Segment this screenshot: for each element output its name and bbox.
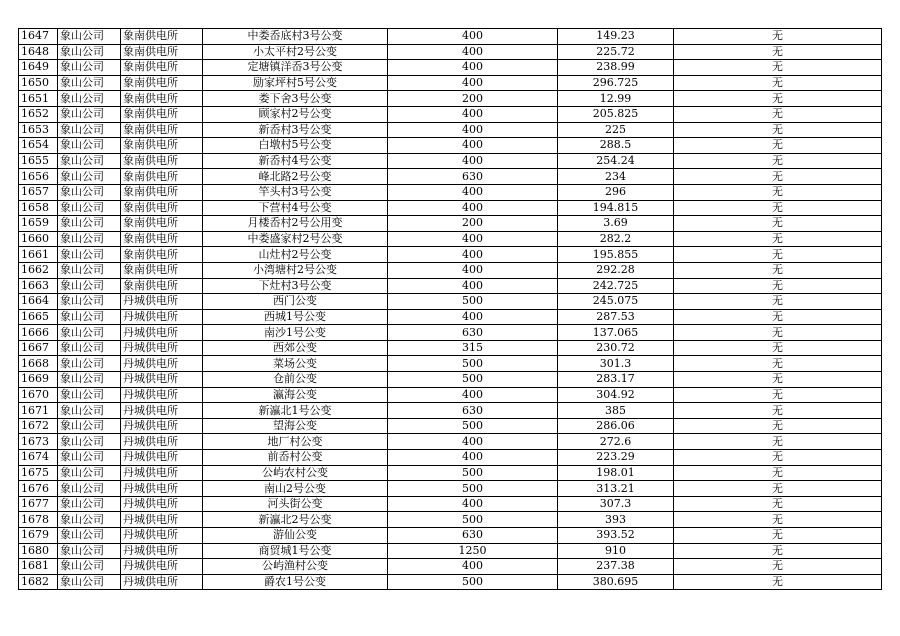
transformer-name-cell: 中娄岙底村3号公变 xyxy=(203,29,388,45)
table-row xyxy=(19,184,882,200)
transformer-name-cell: 新瀛北2号公变 xyxy=(203,512,388,528)
load-cell: 205.825 xyxy=(558,106,674,122)
table-row xyxy=(19,200,882,216)
table-row xyxy=(19,574,882,590)
table-row xyxy=(19,122,882,138)
row-number: 1665 xyxy=(19,309,58,325)
station-cell: 丹城供电所 xyxy=(121,481,203,497)
station-cell: 象南供电所 xyxy=(121,247,203,263)
row-number: 1671 xyxy=(19,403,58,419)
load-cell: 296 xyxy=(558,184,674,200)
load-cell: 301.3 xyxy=(558,356,674,372)
remark-cell: 无 xyxy=(674,543,882,559)
row-number: 1680 xyxy=(19,543,58,559)
station-cell: 丹城供电所 xyxy=(121,372,203,388)
load-cell: 380.695 xyxy=(558,574,674,590)
table-row xyxy=(19,403,882,419)
load-cell: 910 xyxy=(558,543,674,559)
station-cell: 丹城供电所 xyxy=(121,325,203,341)
company-cell: 象山公司 xyxy=(58,574,121,590)
station-cell: 丹城供电所 xyxy=(121,528,203,544)
row-number: 1672 xyxy=(19,418,58,434)
station-cell: 象南供电所 xyxy=(121,216,203,232)
table-row xyxy=(19,543,882,559)
transformer-name-cell: 小湾塘村2号公变 xyxy=(203,262,388,278)
transformer-name-cell: 白墩村5号公变 xyxy=(203,138,388,154)
load-cell: 288.5 xyxy=(558,138,674,154)
company-cell: 象山公司 xyxy=(58,29,121,45)
company-cell: 象山公司 xyxy=(58,496,121,512)
row-number: 1649 xyxy=(19,60,58,76)
station-cell: 象南供电所 xyxy=(121,29,203,45)
row-number: 1682 xyxy=(19,574,58,590)
station-cell: 丹城供电所 xyxy=(121,434,203,450)
remark-cell: 无 xyxy=(674,29,882,45)
table-row xyxy=(19,29,882,45)
load-cell: 223.29 xyxy=(558,450,674,466)
table-row xyxy=(19,325,882,341)
row-number: 1648 xyxy=(19,44,58,60)
table-row xyxy=(19,450,882,466)
company-cell: 象山公司 xyxy=(58,216,121,232)
row-number: 1654 xyxy=(19,138,58,154)
capacity-cell: 500 xyxy=(388,294,558,310)
capacity-cell: 400 xyxy=(388,153,558,169)
transformer-name-cell: 瀛海公变 xyxy=(203,387,388,403)
company-cell: 象山公司 xyxy=(58,387,121,403)
row-number: 1679 xyxy=(19,528,58,544)
company-cell: 象山公司 xyxy=(58,450,121,466)
remark-cell: 无 xyxy=(674,200,882,216)
station-cell: 丹城供电所 xyxy=(121,356,203,372)
transformer-name-cell: 下灶村3号公变 xyxy=(203,278,388,294)
remark-cell: 无 xyxy=(674,574,882,590)
remark-cell: 无 xyxy=(674,169,882,185)
company-cell: 象山公司 xyxy=(58,138,121,154)
capacity-cell: 400 xyxy=(388,262,558,278)
row-number: 1661 xyxy=(19,247,58,263)
load-cell: 225.72 xyxy=(558,44,674,60)
capacity-cell: 400 xyxy=(388,387,558,403)
company-cell: 象山公司 xyxy=(58,372,121,388)
remark-cell: 无 xyxy=(674,325,882,341)
table-body xyxy=(19,29,882,590)
transformer-name-cell: 河头街公变 xyxy=(203,496,388,512)
remark-cell: 无 xyxy=(674,559,882,575)
station-cell: 象南供电所 xyxy=(121,106,203,122)
capacity-cell: 400 xyxy=(388,106,558,122)
remark-cell: 无 xyxy=(674,356,882,372)
company-cell: 象山公司 xyxy=(58,262,121,278)
row-number: 1676 xyxy=(19,481,58,497)
station-cell: 丹城供电所 xyxy=(121,418,203,434)
table-row xyxy=(19,60,882,76)
table-row xyxy=(19,44,882,60)
capacity-cell: 400 xyxy=(388,309,558,325)
capacity-cell: 400 xyxy=(388,138,558,154)
transformer-name-cell: 顾家村2号公变 xyxy=(203,106,388,122)
row-number: 1673 xyxy=(19,434,58,450)
station-cell: 象南供电所 xyxy=(121,278,203,294)
remark-cell: 无 xyxy=(674,465,882,481)
capacity-cell: 400 xyxy=(388,278,558,294)
table-row xyxy=(19,434,882,450)
table-row xyxy=(19,528,882,544)
station-cell: 象南供电所 xyxy=(121,122,203,138)
remark-cell: 无 xyxy=(674,75,882,91)
row-number: 1677 xyxy=(19,496,58,512)
remark-cell: 无 xyxy=(674,184,882,200)
company-cell: 象山公司 xyxy=(58,60,121,76)
row-number: 1674 xyxy=(19,450,58,466)
table-row xyxy=(19,418,882,434)
remark-cell: 无 xyxy=(674,247,882,263)
capacity-cell: 400 xyxy=(388,184,558,200)
remark-cell: 无 xyxy=(674,122,882,138)
transformer-name-cell: 竿头村3号公变 xyxy=(203,184,388,200)
load-cell: 12.99 xyxy=(558,91,674,107)
load-cell: 296.725 xyxy=(558,75,674,91)
remark-cell: 无 xyxy=(674,434,882,450)
transformer-name-cell: 中娄盛家村2号公变 xyxy=(203,231,388,247)
load-cell: 242.725 xyxy=(558,278,674,294)
load-cell: 234 xyxy=(558,169,674,185)
row-number: 1650 xyxy=(19,75,58,91)
company-cell: 象山公司 xyxy=(58,44,121,60)
transformer-name-cell: 商贸城1号公变 xyxy=(203,543,388,559)
capacity-cell: 400 xyxy=(388,559,558,575)
table-row xyxy=(19,231,882,247)
table-row xyxy=(19,387,882,403)
company-cell: 象山公司 xyxy=(58,200,121,216)
station-cell: 丹城供电所 xyxy=(121,543,203,559)
transformer-name-cell: 定塘镇洋岙3号公变 xyxy=(203,60,388,76)
transformer-name-cell: 南山2号公变 xyxy=(203,481,388,497)
remark-cell: 无 xyxy=(674,231,882,247)
load-cell: 225 xyxy=(558,122,674,138)
load-cell: 230.72 xyxy=(558,340,674,356)
transformer-name-cell: 公屿农村公变 xyxy=(203,465,388,481)
remark-cell: 无 xyxy=(674,450,882,466)
transformer-name-cell: 山灶村2号公变 xyxy=(203,247,388,263)
load-cell: 149.23 xyxy=(558,29,674,45)
company-cell: 象山公司 xyxy=(58,481,121,497)
load-cell: 3.69 xyxy=(558,216,674,232)
load-cell: 292.28 xyxy=(558,262,674,278)
table-row xyxy=(19,247,882,263)
table-row xyxy=(19,465,882,481)
row-number: 1667 xyxy=(19,340,58,356)
transformer-name-cell: 西城1号公变 xyxy=(203,309,388,325)
load-cell: 137.065 xyxy=(558,325,674,341)
station-cell: 象南供电所 xyxy=(121,60,203,76)
capacity-cell: 500 xyxy=(388,512,558,528)
capacity-cell: 400 xyxy=(388,29,558,45)
load-cell: 237.38 xyxy=(558,559,674,575)
station-cell: 象南供电所 xyxy=(121,231,203,247)
company-cell: 象山公司 xyxy=(58,528,121,544)
row-number: 1653 xyxy=(19,122,58,138)
capacity-cell: 630 xyxy=(388,169,558,185)
remark-cell: 无 xyxy=(674,528,882,544)
table-row xyxy=(19,512,882,528)
remark-cell: 无 xyxy=(674,372,882,388)
table-row xyxy=(19,138,882,154)
load-cell: 393.52 xyxy=(558,528,674,544)
capacity-cell: 400 xyxy=(388,434,558,450)
station-cell: 丹城供电所 xyxy=(121,340,203,356)
table-row xyxy=(19,372,882,388)
capacity-cell: 630 xyxy=(388,403,558,419)
station-cell: 丹城供电所 xyxy=(121,465,203,481)
company-cell: 象山公司 xyxy=(58,465,121,481)
station-cell: 丹城供电所 xyxy=(121,559,203,575)
company-cell: 象山公司 xyxy=(58,418,121,434)
table-row xyxy=(19,106,882,122)
company-cell: 象山公司 xyxy=(58,512,121,528)
capacity-cell: 200 xyxy=(388,216,558,232)
station-cell: 象南供电所 xyxy=(121,44,203,60)
company-cell: 象山公司 xyxy=(58,309,121,325)
remark-cell: 无 xyxy=(674,278,882,294)
capacity-cell: 400 xyxy=(388,231,558,247)
load-cell: 393 xyxy=(558,512,674,528)
company-cell: 象山公司 xyxy=(58,294,121,310)
company-cell: 象山公司 xyxy=(58,75,121,91)
load-cell: 282.2 xyxy=(558,231,674,247)
remark-cell: 无 xyxy=(674,60,882,76)
load-cell: 287.53 xyxy=(558,309,674,325)
row-number: 1668 xyxy=(19,356,58,372)
row-number: 1652 xyxy=(19,106,58,122)
station-cell: 丹城供电所 xyxy=(121,450,203,466)
row-number: 1655 xyxy=(19,153,58,169)
remark-cell: 无 xyxy=(674,512,882,528)
table-row xyxy=(19,294,882,310)
company-cell: 象山公司 xyxy=(58,122,121,138)
row-number: 1659 xyxy=(19,216,58,232)
capacity-cell: 400 xyxy=(388,44,558,60)
remark-cell: 无 xyxy=(674,44,882,60)
remark-cell: 无 xyxy=(674,340,882,356)
transformer-name-cell: 望海公变 xyxy=(203,418,388,434)
station-cell: 象南供电所 xyxy=(121,153,203,169)
load-cell: 194.815 xyxy=(558,200,674,216)
station-cell: 象南供电所 xyxy=(121,200,203,216)
transformer-name-cell: 前岙村公变 xyxy=(203,450,388,466)
table-row xyxy=(19,496,882,512)
station-cell: 象南供电所 xyxy=(121,169,203,185)
station-cell: 象南供电所 xyxy=(121,138,203,154)
transformer-load-table xyxy=(18,28,882,590)
transformer-name-cell: 励家坪村5号公变 xyxy=(203,75,388,91)
load-cell: 245.075 xyxy=(558,294,674,310)
row-number: 1647 xyxy=(19,29,58,45)
load-cell: 307.3 xyxy=(558,496,674,512)
remark-cell: 无 xyxy=(674,418,882,434)
row-number: 1678 xyxy=(19,512,58,528)
load-cell: 198.01 xyxy=(558,465,674,481)
transformer-name-cell: 仓前公变 xyxy=(203,372,388,388)
capacity-cell: 400 xyxy=(388,450,558,466)
remark-cell: 无 xyxy=(674,106,882,122)
transformer-name-cell: 新瀛北1号公变 xyxy=(203,403,388,419)
transformer-name-cell: 公屿渔村公变 xyxy=(203,559,388,575)
remark-cell: 无 xyxy=(674,481,882,497)
company-cell: 象山公司 xyxy=(58,153,121,169)
company-cell: 象山公司 xyxy=(58,403,121,419)
transformer-name-cell: 新岙村4号公变 xyxy=(203,153,388,169)
row-number: 1657 xyxy=(19,184,58,200)
load-cell: 272.6 xyxy=(558,434,674,450)
load-cell: 313.21 xyxy=(558,481,674,497)
transformer-name-cell: 峰北路2号公变 xyxy=(203,169,388,185)
remark-cell: 无 xyxy=(674,138,882,154)
table-row xyxy=(19,153,882,169)
remark-cell: 无 xyxy=(674,153,882,169)
table-row xyxy=(19,91,882,107)
company-cell: 象山公司 xyxy=(58,184,121,200)
capacity-cell: 500 xyxy=(388,418,558,434)
load-cell: 283.17 xyxy=(558,372,674,388)
station-cell: 丹城供电所 xyxy=(121,387,203,403)
company-cell: 象山公司 xyxy=(58,434,121,450)
row-number: 1656 xyxy=(19,169,58,185)
company-cell: 象山公司 xyxy=(58,325,121,341)
capacity-cell: 315 xyxy=(388,340,558,356)
transformer-name-cell: 南沙1号公变 xyxy=(203,325,388,341)
table-row xyxy=(19,278,882,294)
station-cell: 丹城供电所 xyxy=(121,574,203,590)
company-cell: 象山公司 xyxy=(58,231,121,247)
transformer-name-cell: 地厂村公变 xyxy=(203,434,388,450)
remark-cell: 无 xyxy=(674,403,882,419)
capacity-cell: 500 xyxy=(388,372,558,388)
row-number: 1670 xyxy=(19,387,58,403)
company-cell: 象山公司 xyxy=(58,356,121,372)
table-row xyxy=(19,75,882,91)
remark-cell: 无 xyxy=(674,387,882,403)
company-cell: 象山公司 xyxy=(58,278,121,294)
load-cell: 286.06 xyxy=(558,418,674,434)
table-row xyxy=(19,340,882,356)
table-row xyxy=(19,559,882,575)
row-number: 1658 xyxy=(19,200,58,216)
transformer-name-cell: 娄下舍3号公变 xyxy=(203,91,388,107)
load-cell: 304.92 xyxy=(558,387,674,403)
remark-cell: 无 xyxy=(674,216,882,232)
row-number: 1663 xyxy=(19,278,58,294)
capacity-cell: 500 xyxy=(388,481,558,497)
capacity-cell: 1250 xyxy=(388,543,558,559)
transformer-name-cell: 西门公变 xyxy=(203,294,388,310)
company-cell: 象山公司 xyxy=(58,543,121,559)
transformer-name-cell: 下营村4号公变 xyxy=(203,200,388,216)
transformer-name-cell: 游仙公变 xyxy=(203,528,388,544)
company-cell: 象山公司 xyxy=(58,91,121,107)
table-row xyxy=(19,169,882,185)
load-cell: 385 xyxy=(558,403,674,419)
capacity-cell: 630 xyxy=(388,325,558,341)
row-number: 1675 xyxy=(19,465,58,481)
row-number: 1651 xyxy=(19,91,58,107)
capacity-cell: 400 xyxy=(388,247,558,263)
row-number: 1681 xyxy=(19,559,58,575)
row-number: 1660 xyxy=(19,231,58,247)
company-cell: 象山公司 xyxy=(58,340,121,356)
transformer-name-cell: 月楼岙村2号公用变 xyxy=(203,216,388,232)
table-row xyxy=(19,309,882,325)
capacity-cell: 400 xyxy=(388,200,558,216)
row-number: 1662 xyxy=(19,262,58,278)
capacity-cell: 400 xyxy=(388,122,558,138)
load-cell: 254.24 xyxy=(558,153,674,169)
station-cell: 丹城供电所 xyxy=(121,294,203,310)
station-cell: 丹城供电所 xyxy=(121,512,203,528)
station-cell: 象南供电所 xyxy=(121,262,203,278)
load-cell: 238.99 xyxy=(558,60,674,76)
station-cell: 丹城供电所 xyxy=(121,403,203,419)
company-cell: 象山公司 xyxy=(58,559,121,575)
transformer-name-cell: 西郊公变 xyxy=(203,340,388,356)
remark-cell: 无 xyxy=(674,262,882,278)
capacity-cell: 200 xyxy=(388,91,558,107)
capacity-cell: 630 xyxy=(388,528,558,544)
capacity-cell: 400 xyxy=(388,496,558,512)
capacity-cell: 500 xyxy=(388,465,558,481)
remark-cell: 无 xyxy=(674,496,882,512)
remark-cell: 无 xyxy=(674,294,882,310)
transformer-name-cell: 菜场公变 xyxy=(203,356,388,372)
station-cell: 象南供电所 xyxy=(121,91,203,107)
remark-cell: 无 xyxy=(674,91,882,107)
station-cell: 象南供电所 xyxy=(121,75,203,91)
station-cell: 丹城供电所 xyxy=(121,496,203,512)
transformer-name-cell: 小太平村2号公变 xyxy=(203,44,388,60)
row-number: 1669 xyxy=(19,372,58,388)
station-cell: 丹城供电所 xyxy=(121,309,203,325)
capacity-cell: 400 xyxy=(388,75,558,91)
table-row xyxy=(19,216,882,232)
table-row xyxy=(19,481,882,497)
company-cell: 象山公司 xyxy=(58,247,121,263)
table-row xyxy=(19,262,882,278)
row-number: 1666 xyxy=(19,325,58,341)
capacity-cell: 500 xyxy=(388,574,558,590)
table-row xyxy=(19,356,882,372)
capacity-cell: 500 xyxy=(388,356,558,372)
company-cell: 象山公司 xyxy=(58,106,121,122)
company-cell: 象山公司 xyxy=(58,169,121,185)
transformer-name-cell: 爵农1号公变 xyxy=(203,574,388,590)
remark-cell: 无 xyxy=(674,309,882,325)
capacity-cell: 400 xyxy=(388,60,558,76)
row-number: 1664 xyxy=(19,294,58,310)
station-cell: 象南供电所 xyxy=(121,184,203,200)
load-cell: 195.855 xyxy=(558,247,674,263)
transformer-name-cell: 新岙村3号公变 xyxy=(203,122,388,138)
